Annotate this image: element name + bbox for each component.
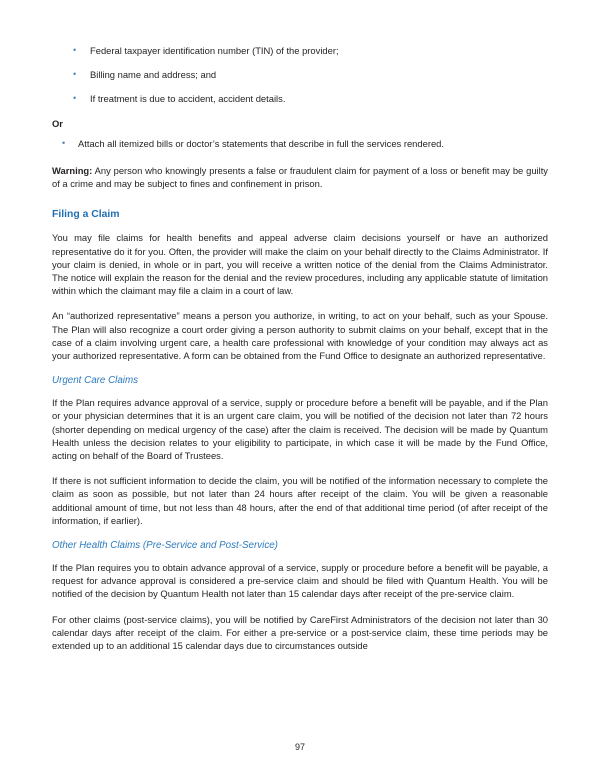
or-label: Or xyxy=(52,118,63,129)
page-content xyxy=(52,44,548,664)
subsection-heading-other-health-claims: Other Health Claims (Pre-Service and Post-Service) xyxy=(52,540,278,552)
paragraph: You may file claims for health benefits and appeal adverse claim decisions yourself or have an authorized representative do it for you. Often, the provider will make the claim on your behalf directly to the Claims Administrator. If your claim is denied, in whole or in part, you will receive a written notice of the denial from the Claims Administrator. The notice will explain the reason for the denial and the review procedures, including any applicable statute of limitation within which the claimant may file a claim in a court of law. xyxy=(52,232,548,297)
bullet-dot-icon: • xyxy=(73,93,77,103)
paragraph: If the Plan requires advance approval of a service, supply or procedure before a benefit will be payable, and if the Plan or your physician determines that it is an urgent care claim, you will be notified of the decision not later than 72 hours (shorter depending on medical urgency of the case) after the claim is received. The decision will be made by Quantum Health unless the decision relates to your eligibility to participate, in which case it will be made by the Fund Office, acting on behalf of the Board of Trustees. xyxy=(52,397,548,462)
list-item-text: Billing name and address; and xyxy=(90,69,217,80)
page-number: 97 xyxy=(294,742,305,752)
subsection-heading-urgent-care: Urgent Care Claims xyxy=(52,375,139,387)
paragraph: For other claims (post-service claims), you will be notified by CareFirst Administrators of the decision not later than 30 calendar days after receipt of the claim. For either a pre-service or a post-service claim, these time periods may be extended up to an additional 15 calendar days due to circumstances outside xyxy=(52,613,548,652)
warning-label: Warning: xyxy=(52,165,93,176)
paragraph: If the Plan requires you to obtain advance approval of a service, supply or procedure before a benefit will be payable, a request for advance approval is considered a pre-service claim and should be filed with Quantum Health. You will be notified of the decision by Quantum Health not later than 15 calendar days after receipt of the pre-service claim. xyxy=(52,562,548,600)
bullet-dot-icon: • xyxy=(73,45,77,55)
list-item xyxy=(52,68,548,81)
warning-text: Any person who knowingly presents a false or fraudulent claim for payment of a loss or benefit may be guilty of a crime and may be subject to fines and confinement in prison. xyxy=(52,165,548,190)
paragraph: An “authorized representative” means a person you authorize, in writing, to act on your behalf, such as your Spouse. The Plan will also recognize a court order giving a person authority to submit claims on your behalf, except that in the case of a claim involving urgent care, a health care professional with knowledge of your condition may always act as your authorized representative. A form can be obtained from the Fund Office to designate an authorized representative. xyxy=(52,310,548,362)
or-bullet-list xyxy=(52,137,548,150)
list-item xyxy=(52,137,548,150)
bullet-dot-icon: • xyxy=(62,138,66,148)
list-item xyxy=(52,92,548,105)
warning-paragraph xyxy=(52,164,548,190)
list-item xyxy=(52,44,548,57)
paragraph: If there is not sufficient information to decide the claim, you will be notified of the information necessary to complete the claim as soon as possible, but not later than 24 hours after receipt of the claim. You will be given a reasonable additional amount of time, but not less than 48 hours, after the end of that additional time period (of after receipt of the information, if earlier). xyxy=(52,475,548,526)
list-item-text: If treatment is due to accident, accident details. xyxy=(90,93,286,104)
bullet-dot-icon: • xyxy=(73,69,77,79)
section-heading: Filing a Claim xyxy=(52,209,120,221)
list-item-text: Federal taxpayer identification number (TIN) of the provider; xyxy=(90,45,339,56)
list-item-text: Attach all itemized bills or doctor’s statements that describe in full the services rendered. xyxy=(78,138,444,149)
top-bullet-list xyxy=(52,44,548,105)
